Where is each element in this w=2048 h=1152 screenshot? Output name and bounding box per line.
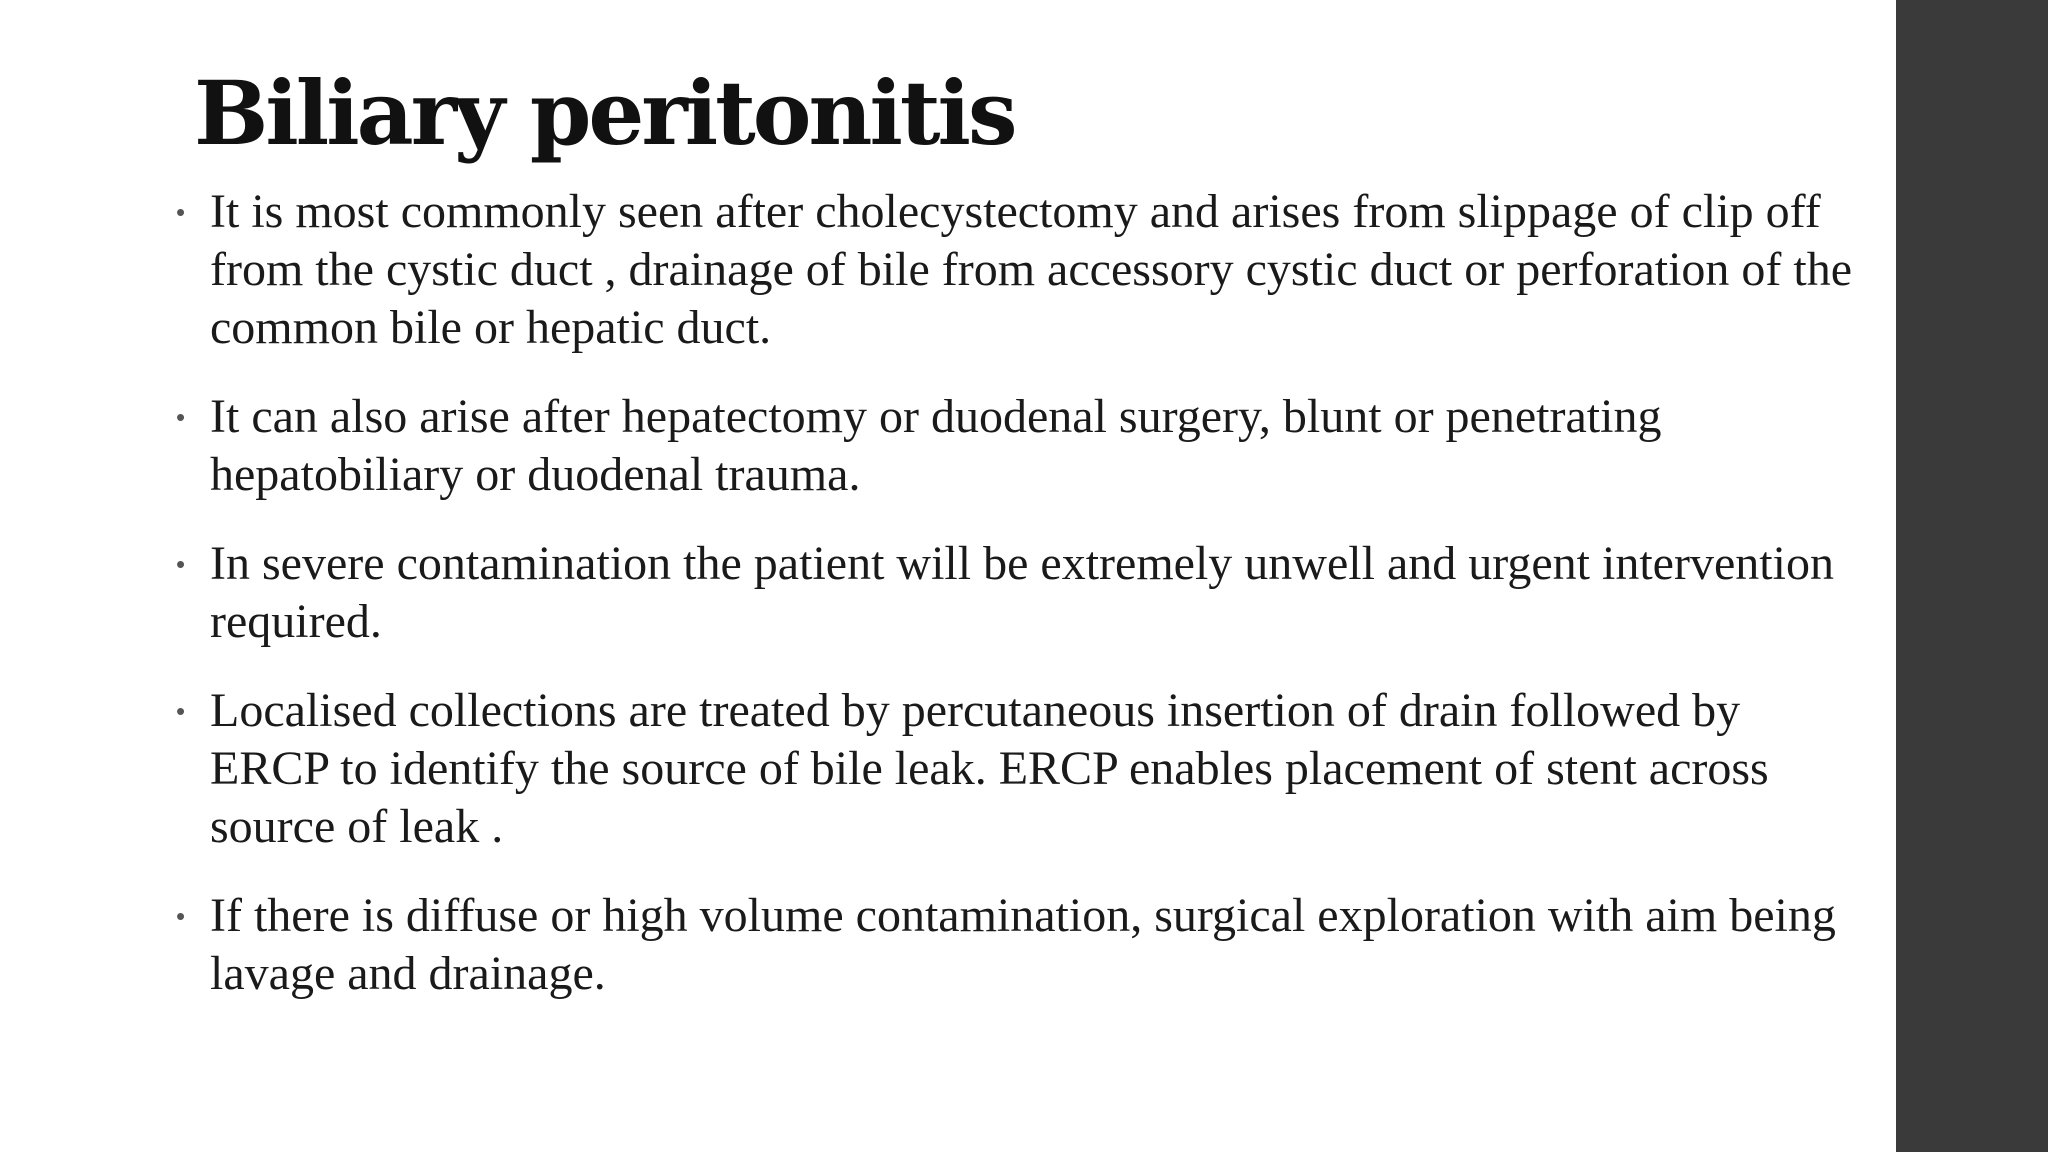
bullet-text: It can also arise after hepatectomy or duodenal surgery, blunt or penetrating hepatobiliary or duodenal trauma. [210, 390, 1662, 501]
bullet-list [176, 183, 1856, 1034]
bullet-text: Localised collections are treated by percutaneous insertion of drain followed by ERCP to identify the source of bile leak. ERCP enables placement of stent across source of leak . [210, 684, 1769, 853]
bullet-dot-icon: • [176, 402, 186, 432]
bullet-dot-icon: • [176, 197, 186, 227]
bullet-dot-icon: • [176, 549, 186, 579]
bullet-item [176, 183, 1856, 357]
slide-title: Biliary peritonitis [194, 61, 1015, 165]
bullet-dot-icon: • [176, 901, 186, 931]
bullet-item [176, 682, 1856, 856]
bullet-dot-icon: • [176, 696, 186, 726]
bullet-item [176, 388, 1856, 504]
side-accent-bar [1896, 0, 2048, 1152]
bullet-text: In severe contamination the patient will be extremely unwell and urgent intervention required. [210, 537, 1834, 648]
bullet-item [176, 535, 1856, 651]
bullet-text: It is most commonly seen after cholecystectomy and arises from slippage of clip off from the cystic duct , drainage of bile from accessory cystic duct or perforation of the common bile or hepatic duct. [210, 185, 1853, 354]
bullet-item [176, 887, 1856, 1003]
bullet-text: If there is diffuse or high volume contamination, surgical exploration with aim being lavage and drainage. [210, 889, 1836, 1000]
